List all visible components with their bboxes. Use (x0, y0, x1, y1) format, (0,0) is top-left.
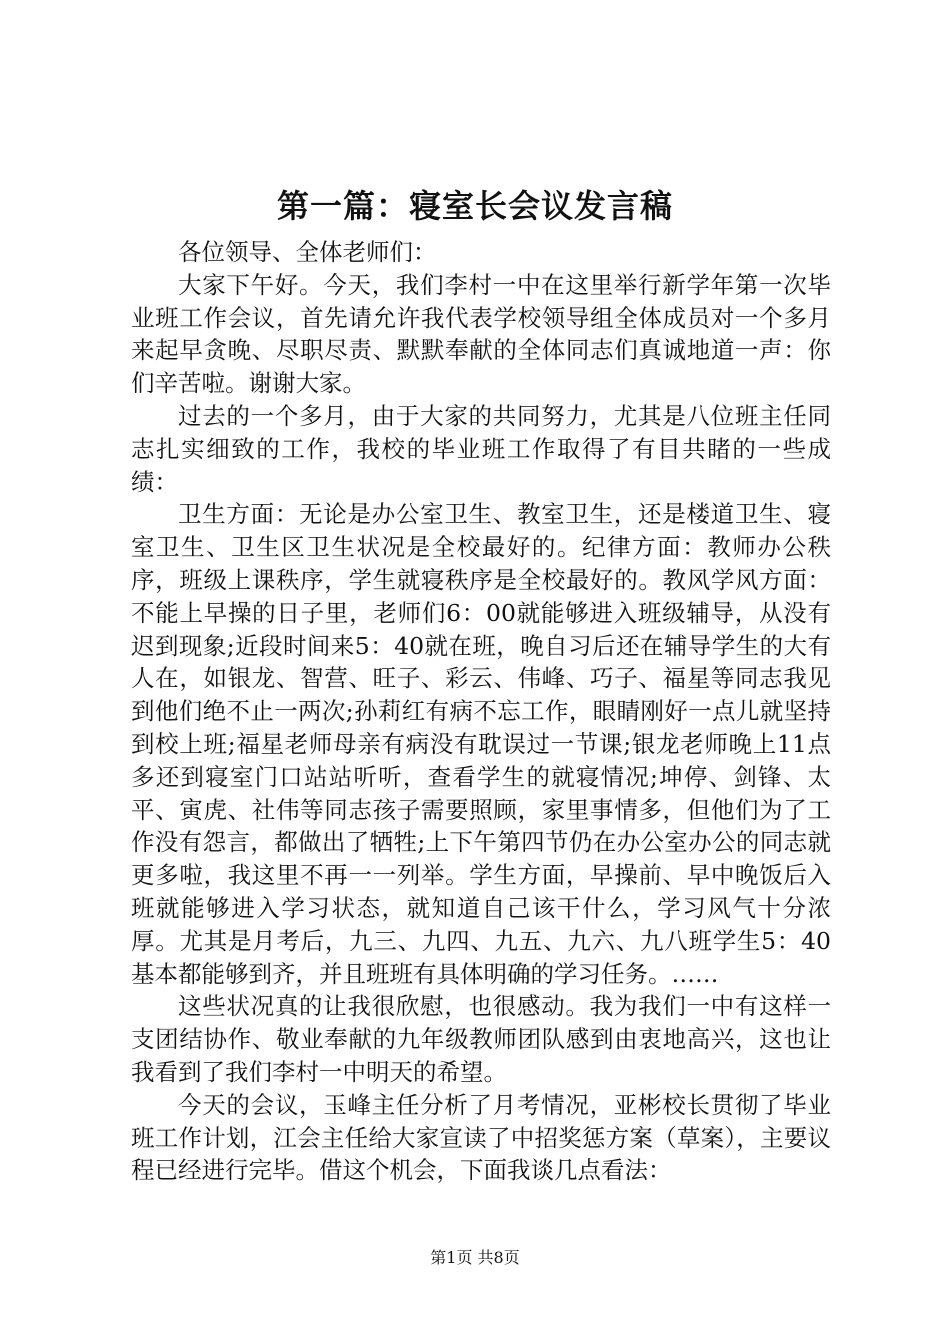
paragraph-achievements-detail: 卫生方面：无论是办公室卫生、教室卫生，还是楼道卫生、寝室卫生、卫生区卫生状况是全校最好的。纪律方面：教师办公秩序，班级上课秩序，学生就寝秩序是全校最好的。教风学风方面：不能上早操的日子里，老师们6：00就能够进入班级辅导，从没有迟到现象;近段时间来5：40就在班，晚自习后还在辅导学生的大有人在，如银龙、智营、旺子、彩云、伟峰、巧子、福星等同志我见到他们绝不止一两次;孙莉红有病不忘工作，眼睛刚好一点儿就坚持到校上班;福星老师母亲有病没有耽误过一节课;银龙老师晚上11点多还到寝室门口站站听听，查看学生的就寝情况;坤停、剑锋、太平、寅虎、社伟等同志孩子需要照顾，家里事情多，但他们为了工作没有怨言，都做出了牺牲;上下午第四节仍在办公室办公的同志就更多啦，我这里不再一一列举。学生方面，早操前、早中晚饭后入班就能够进入学习状态，就知道自己该干什么，学习风气十分浓厚。尤其是月考后，九三、九四、九五、九六、九八班学生5：40基本都能够到齐，并且班班有具体明确的学习任务。…… (131, 500, 831, 988)
paragraph-appreciation: 这些状况真的让我很欣慰，也很感动。我为我们一中有这样一支团结协作、敬业奉献的九年级教师团队感到由衷地高兴，这也让我看到了我们李村一中明天的希望。 (131, 992, 831, 1086)
paragraph-achievements-intro: 过去的一个多月，由于大家的共同努力，尤其是八位班主任同志扎实细致的工作，我校的毕业班工作取得了有目共睹的一些成绩： (131, 401, 831, 496)
paragraph-salutation: 各位领导、全体老师们： (178, 238, 437, 266)
page-number-footer: 第1页 共8页 (430, 1248, 520, 1267)
document-title: 第一篇：寝室长会议发言稿 (276, 187, 673, 225)
document-body (131, 236, 831, 1187)
paragraph-greeting: 大家下午好。今天，我们李村一中在这里举行新学年第一次毕业班工作会议，首先请允许我代表学校领导组全体成员对一个多月来起早贪晚、尽职尽责、默默奉献的全体同志们真诚地道一声：你们辛苦啦。谢谢大家。 (131, 270, 831, 398)
paragraph-meeting-summary: 今天的会议，玉峰主任分析了月考情况，亚彬校长贯彻了毕业班工作计划，江会主任给大家宣读了中招奖惩方案（草案），主要议程已经进行完毕。借这个机会，下面我谈几点看法： (131, 1090, 831, 1185)
